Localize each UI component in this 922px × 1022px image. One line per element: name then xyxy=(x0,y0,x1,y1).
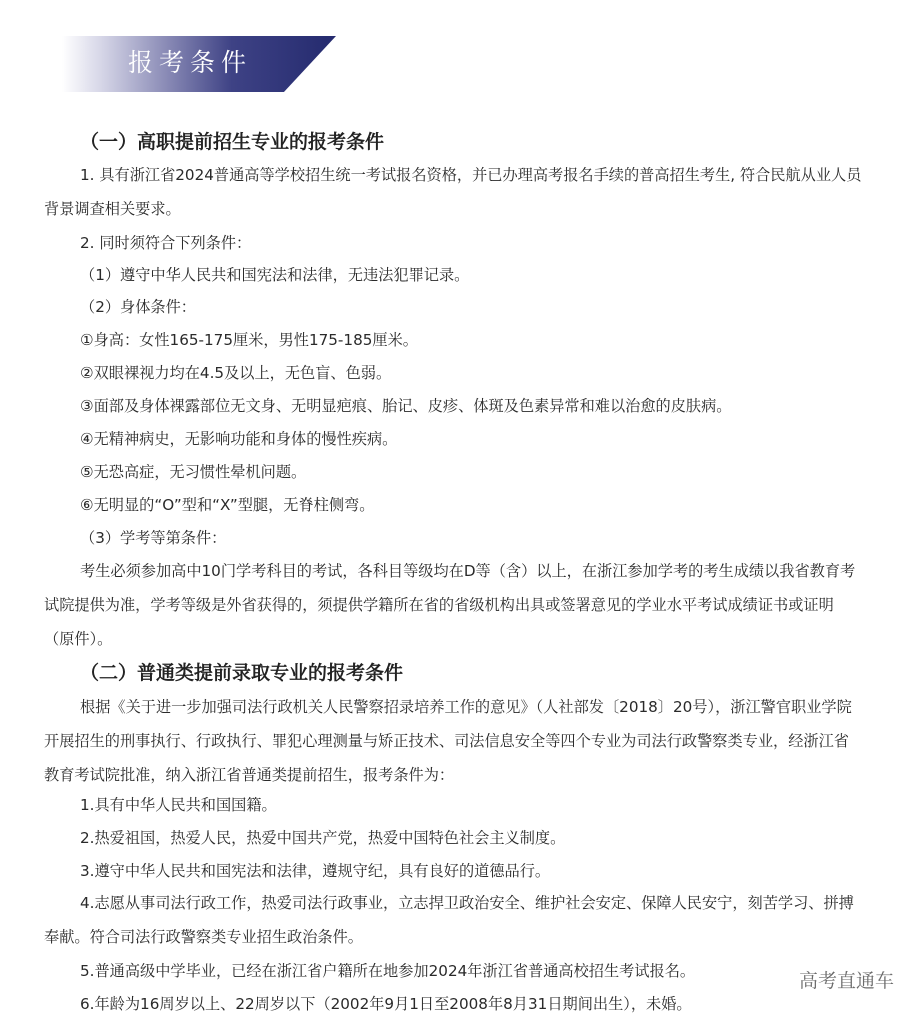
section-heading-2: （二）普通类提前录取专业的报考条件 xyxy=(80,662,404,684)
body-condition-acrophobia: ⑤无恐高症，无习惯性晕机问题。 xyxy=(80,463,307,481)
sub-condition-3-text: 考生必须参加高中10门学考科目的考试，各科目等级均在D等（含）以上，在浙江参加学考的考生成绩以我省教育考试院提供为准，学考等级是外省获得的，须提供学籍所在省的省级机构出具或签署意见的学业水平考试成绩证书或证明（原件）。 xyxy=(44,562,856,648)
body-condition-height: ①身高：女性165-175厘米，男性175-185厘米。 xyxy=(80,331,418,349)
body-condition-vision: ②双眼裸视力均在4.5及以上，无色盲、色弱。 xyxy=(80,364,392,382)
list-item-age: 6.年龄为16周岁以上、22周岁以下（2002年9月1日至2008年8月31日期间出生），未婚。 xyxy=(80,995,692,1013)
sub-condition-3: （3）学考等第条件： xyxy=(80,529,227,547)
list-item-law: 3.遵守中华人民共和国宪法和法律，遵规守纪，具有良好的道德品行。 xyxy=(80,862,551,880)
requirement-item-2: 2. 同时须符合下列条件： xyxy=(80,234,252,252)
list-item-commitment: 4.志愿从事司法行政工作，热爱司法行政事业，立志捍卫政治安全、维护社会安定、保障人民安宁，刻苦学习、拼搏奉献。符合司法行政警察类专业招生政治条件。 xyxy=(44,894,854,946)
watermark-label: 高考直通车 xyxy=(798,970,894,992)
body-condition-skin: ③面部及身体裸露部位无文身、无明显疤痕、胎记、皮疹、体斑及色素异常和难以治愈的皮肤病。 xyxy=(80,397,732,415)
section-2-intro: 根据《关于进一步加强司法行政机关人民警察招录培养工作的意见》（人社部发〔2018〕20号），浙江警官职业学院开展招生的刑事执行、行政执行、罪犯心理测量与矫正技术、司法信息安全等四个专业为司法行政警察类专业，经浙江省教育考试院批准，纳入浙江省普通类提前招生，报考条件为： xyxy=(44,698,852,784)
list-item-nationality: 1.具有中华人民共和国国籍。 xyxy=(80,796,277,814)
section-heading-1: （一）高职提前招生专业的报考条件 xyxy=(80,131,385,153)
body-condition-legs: ⑥无明显的“O”型和“X”型腿，无脊柱侧弯。 xyxy=(80,496,375,514)
banner-title: 报考条件 xyxy=(128,48,253,77)
list-item-education: 5.普通高级中学毕业，已经在浙江省户籍所在地参加2024年浙江省普通高校招生考试报名。 xyxy=(80,962,696,980)
body-condition-health: ④无精神病史，无影响功能和身体的慢性疾病。 xyxy=(80,430,398,448)
requirement-item-1: 1. 具有浙江省2024普通高等学校招生统一考试报名资格，并已办理高考报名手续的普高招生考生, 符合民航从业人员背景调查相关要求。 xyxy=(44,166,862,218)
sub-condition-2: （2）身体条件： xyxy=(80,298,196,316)
sub-condition-1: （1）遵守中华人民共和国宪法和法律，无违法犯罪记录。 xyxy=(80,266,470,284)
list-item-patriotism: 2.热爱祖国，热爱人民，热爱中国共产党，热爱中国特色社会主义制度。 xyxy=(80,829,566,847)
